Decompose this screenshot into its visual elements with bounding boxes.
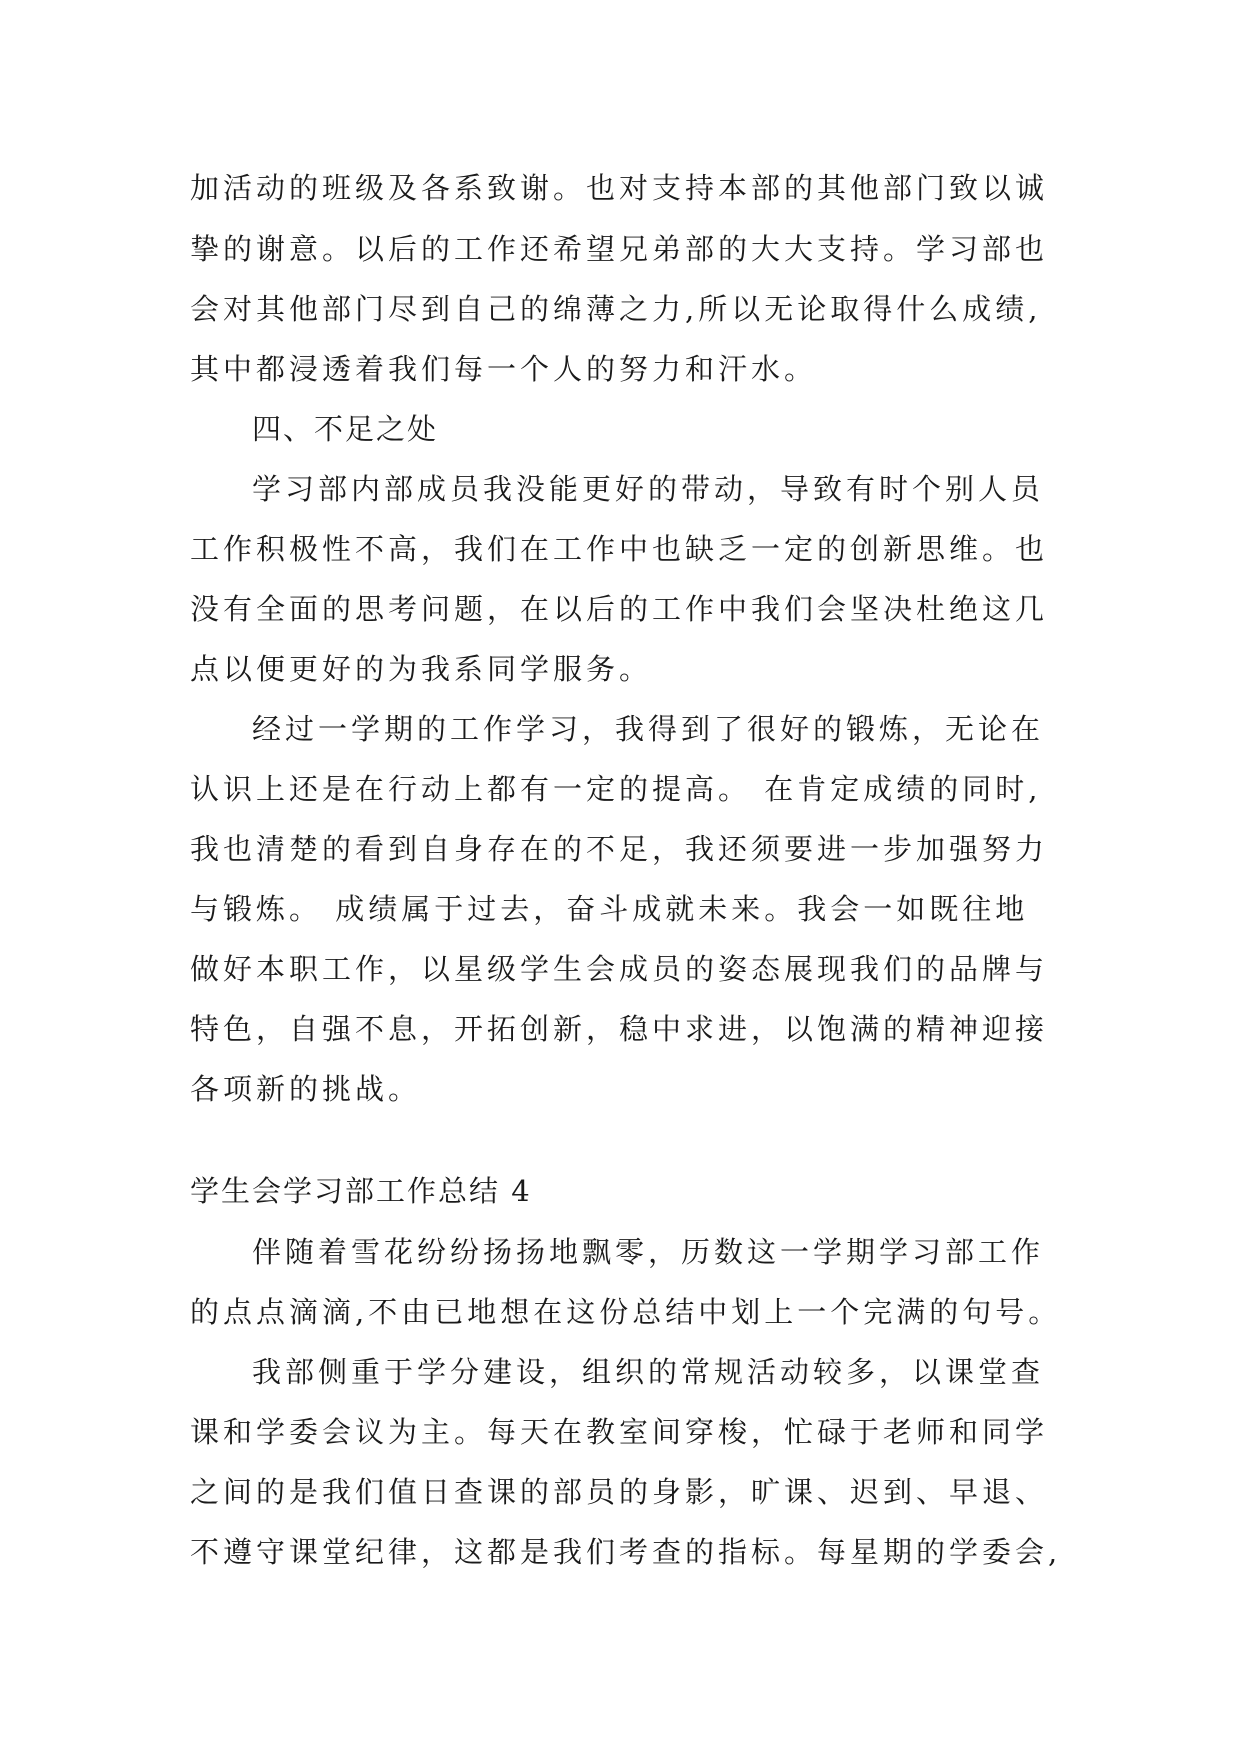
text-line: 特色，自强不息，开拓创新，稳中求进，以饱满的精神迎接 [190, 1012, 1049, 1046]
section-title: 学生会学习部工作总结 4 [190, 1174, 532, 1208]
text-line: 我也清楚的看到自身存在的不足，我还须要进一步加强努力 [190, 832, 1049, 866]
text-line: 没有全面的思考问题，在以后的工作中我们会坚决杜绝这几 [190, 592, 1049, 626]
text-line: 挚的谢意。以后的工作还希望兄弟部的大大支持。学习部也 [190, 232, 1049, 266]
text-line: 做好本职工作，以星级学生会成员的姿态展现我们的品牌与 [190, 952, 1049, 986]
text-line: 学习部内部成员我没能更好的带动，导致有时个别人员 [252, 472, 1045, 506]
text-line: 工作积极性不高，我们在工作中也缺乏一定的创新思维。也 [190, 532, 1049, 566]
text-line: 我部侧重于学分建设，组织的常规活动较多，以课堂查 [252, 1355, 1045, 1389]
text-line: 认识上还是在行动上都有一定的提高。 在肯定成绩的同时, [190, 772, 1042, 806]
text-line: 之间的是我们值日查课的部员的身影，旷课、迟到、早退、 [190, 1475, 1049, 1509]
text-line: 伴随着雪花纷纷扬扬地飘零，历数这一学期学习部工作 [252, 1235, 1045, 1269]
text-line: 各项新的挑战。 [190, 1072, 422, 1106]
text-line: 会对其他部门尽到自己的绵薄之力,所以无论取得什么成绩, [190, 292, 1042, 326]
text-line: 其中都浸透着我们每一个人的努力和汗水。 [190, 352, 818, 386]
text-line: 不遵守课堂纪律，这都是我们考查的指标。每星期的学委会, [190, 1535, 1062, 1569]
text-line: 加活动的班级及各系致谢。也对支持本部的其他部门致以诚 [190, 171, 1049, 205]
section-heading: 四、不足之处 [252, 412, 439, 446]
text-line: 经过一学期的工作学习，我得到了很好的锻炼，无论在 [252, 712, 1045, 746]
text-line: 课和学委会议为主。每天在教室间穿梭，忙碌于老师和同学 [190, 1415, 1049, 1449]
text-line: 点以便更好的为我系同学服务。 [190, 652, 653, 686]
text-line: 与锻炼。 成绩属于过去，奋斗成就未来。我会一如既往地 [190, 892, 1029, 926]
text-line: 的点点滴滴,不由已地想在这份总结中划上一个完满的句号。 [190, 1295, 1062, 1329]
